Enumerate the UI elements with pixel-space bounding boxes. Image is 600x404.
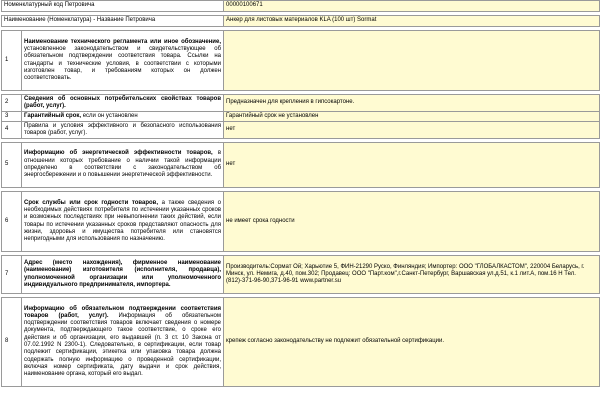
table-row bbox=[2, 298, 600, 387]
row-number: 2 bbox=[2, 95, 22, 112]
code-label: Номенклатурный код Петровича bbox=[2, 1, 224, 12]
row-value: нет bbox=[224, 122, 600, 139]
product-info-table bbox=[1, 0, 600, 387]
row-label: Гарантийный срок, если он установлен bbox=[22, 112, 224, 122]
row-label: Наименование технического регламента или иное обозначение, установленное законодательством и свидетельствующее об обязательном подтверждении соответствия товара. Ссылки на стандарты и технические условия, в соответствии с которыми изготовлен товар, и требованиям которых он должен соответствовать. bbox=[22, 31, 224, 91]
row-label: Правила и условия эффективного и безопасного использования товаров (работ, услуг). bbox=[22, 122, 224, 139]
row-value: нет bbox=[224, 143, 600, 188]
row-value: крепеж согласно законодательству не подлежит обязательной сертификации. bbox=[224, 298, 600, 387]
table-row bbox=[2, 112, 600, 122]
row-number: 4 bbox=[2, 122, 22, 139]
table-row bbox=[2, 95, 600, 112]
code-value: 00000100671 bbox=[224, 1, 600, 12]
row-label: Информацию об обязательном подтверждении соответствия товаров (работ, услуг). Информация об обязательном подтверждении соответствия товаров включает сведения о номере документа, подтверждающего такое соответствие, о сроке его действия и об организации, его выдавшей (п. 3 ст. 10 Закона от 07.02.1992 N 2300-1). Следовательно, в сертификации, если товар подлежит сертификации, этикетка или упаковка товара должна содержать полную информацию о проведенной сертификации, включая номер сертификата, дату выдачи и срок действия, наименование органа, который его выдал. bbox=[22, 298, 224, 387]
table-row bbox=[2, 192, 600, 252]
name-row bbox=[2, 16, 600, 27]
row-value: Гарантийный срок не установлен bbox=[224, 112, 600, 122]
name-value: Анкер для листовых материалов KLA (100 шт) Sormat bbox=[224, 16, 600, 27]
row-number: 3 bbox=[2, 112, 22, 122]
row-number: 7 bbox=[2, 256, 22, 294]
row-value: Предназначен для крепления в гипсокартоне. bbox=[224, 95, 600, 112]
code-row bbox=[2, 1, 600, 12]
table-row bbox=[2, 256, 600, 294]
name-label: Наименование (Номенклатура) - Название Петровича bbox=[2, 16, 224, 27]
table-row bbox=[2, 143, 600, 188]
row-value: не имеет срока годности bbox=[224, 192, 600, 252]
row-label: Срок службы или срок годности товаров, а также сведения о необходимых действиях потребителя по истечении указанных сроков и возможных последствиях при невыполнении таких действий, если товары по истечении указанных сроков представляют опасность для жизни, здоровья и имущества потребителя или становятся непригодными для использования по назначению. bbox=[22, 192, 224, 252]
row-label: Адрес (место нахождения), фирменное наименование (наименование) изготовителя (исполнителя, продавца), уполномоченной организации или уполномоченного индивидуального предпринимателя, импортера. bbox=[22, 256, 224, 294]
table-row bbox=[2, 122, 600, 139]
row-number: 6 bbox=[2, 192, 22, 252]
row-value bbox=[224, 31, 600, 91]
row-label: Информацию об энергетической эффективности товаров, в отношении которых требование о наличии такой информации определено в соответствии с законодательством об энергосбережении и о повышении энергетической эффективности. bbox=[22, 143, 224, 188]
row-value: Производитель:Сормат Ой; Харьютие 5, ФИН-21290 Руско, Финляндия; Импортер: ООО "ГЛОБАЛКАСТОМ", 220004 Беларусь, г. Минск, ул. Немига, д.40, пом.302; Продавец: ООО "Парт.ком",г.Санкт-Петербург, Варшавская ул.д.51, к.1 лит.А, пом.16 Н Тел.(812)-371-96-90,371-96-91 www.partner.su bbox=[224, 256, 600, 294]
row-number: 5 bbox=[2, 143, 22, 188]
row-label: Сведения об основных потребительских свойствах товаров (работ, услуг). bbox=[22, 95, 224, 112]
table-row bbox=[2, 31, 600, 91]
row-number: 1 bbox=[2, 31, 22, 91]
row-number: 8 bbox=[2, 298, 22, 387]
